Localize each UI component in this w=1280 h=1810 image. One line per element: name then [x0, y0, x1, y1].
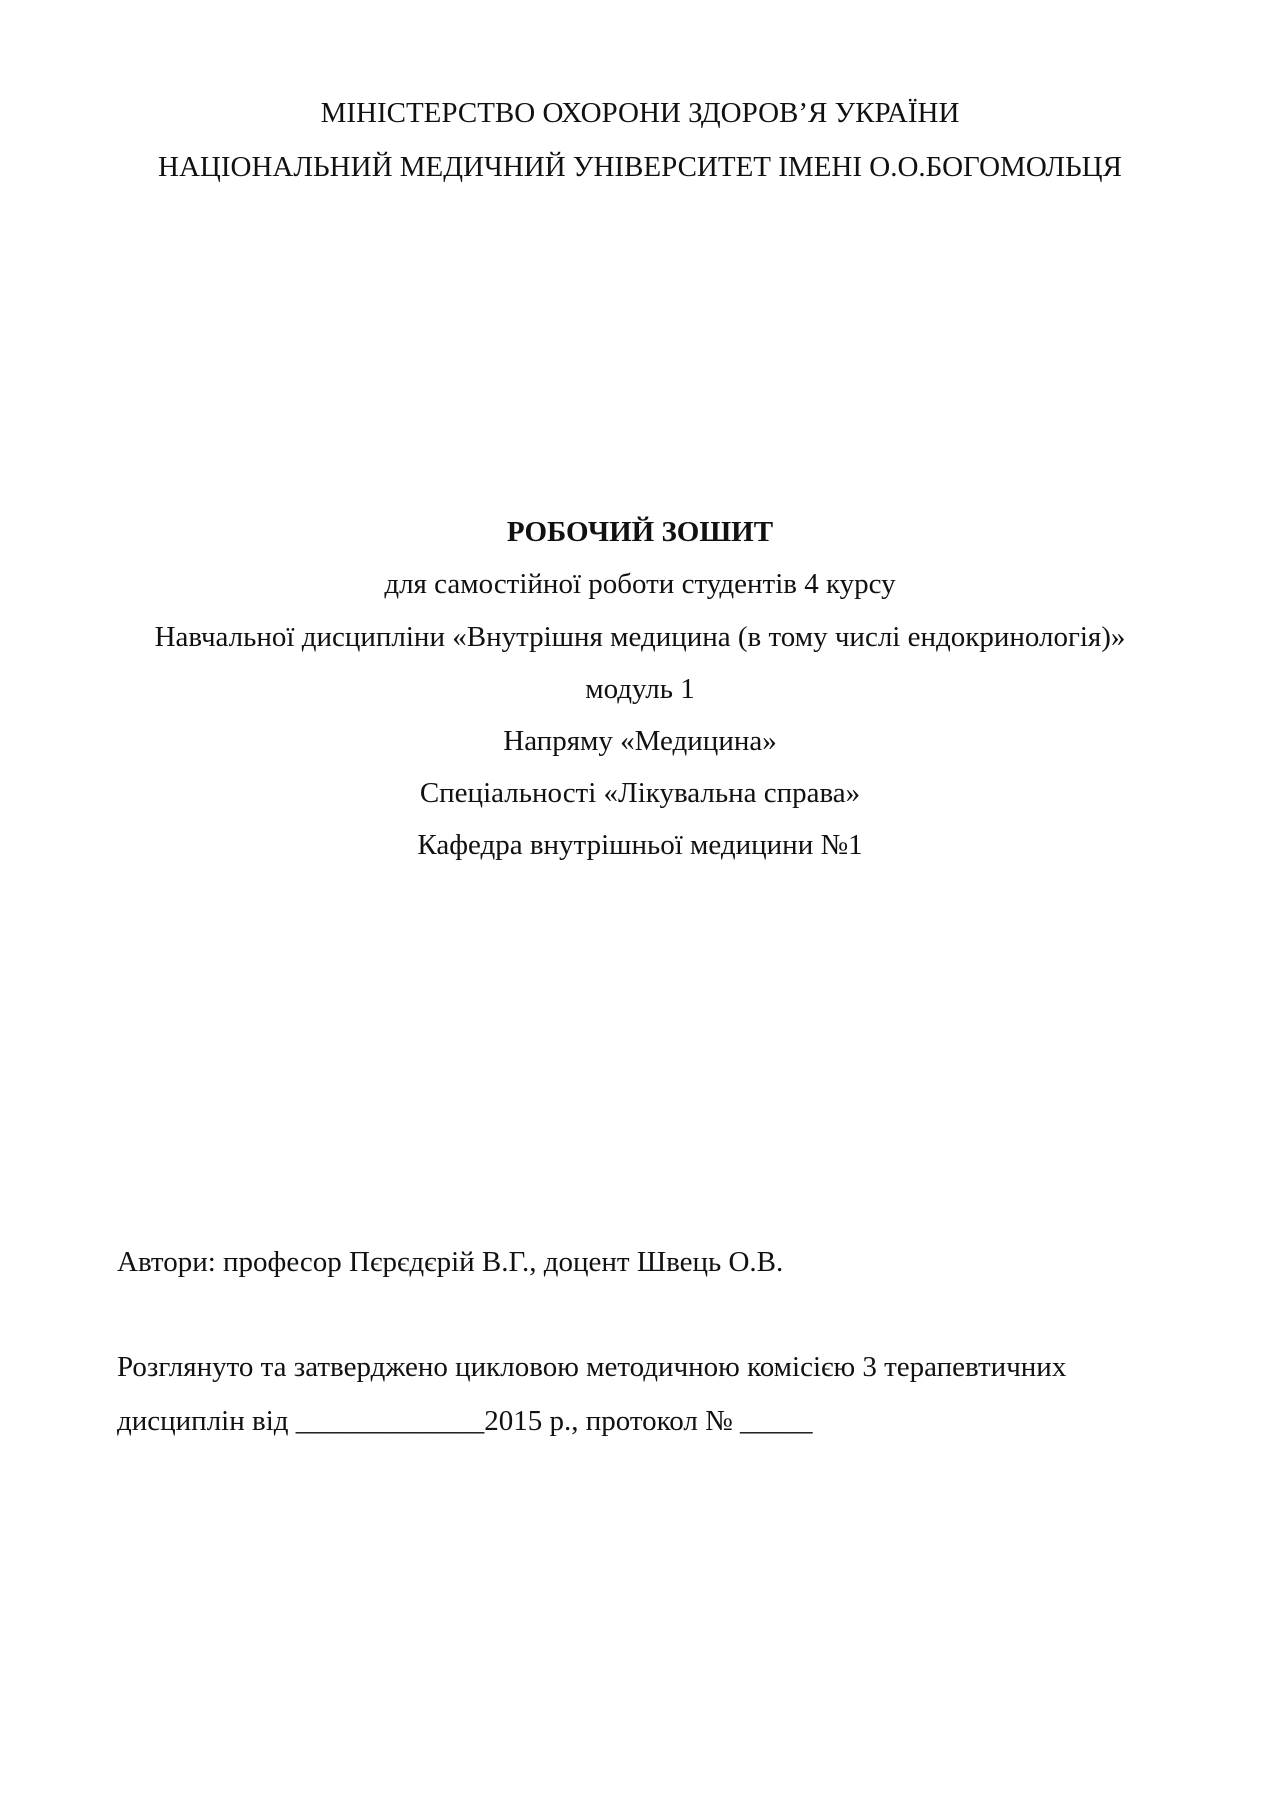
authors-line: Автори: професор Пєрєдєрій В.Г., доцент Швець О.В. [117, 1246, 784, 1278]
ministry-heading: МІНІСТЕРСТВО ОХОРОНИ ЗДОРОВ’Я УКРАЇНИ [320, 97, 960, 129]
approval-line-1: Розглянуто та затверджено цикловою методичною комісією 3 терапевтичних [117, 1351, 1067, 1383]
discipline-line: Навчальної дисципліни «Внутрішня медицина (в тому числі ендокринологія)» [154, 621, 1126, 653]
department-line: Кафедра внутрішньої медицини №1 [417, 829, 863, 861]
approval-line-2: дисциплін від _____________2015 р., протокол № _____ [117, 1405, 813, 1437]
document-title: РОБОЧИЙ ЗОШИТ [506, 516, 774, 548]
speciality-line: Спеціальності «Лікувальна справа» [419, 777, 861, 809]
module-line: модуль 1 [585, 673, 695, 705]
university-heading: НАЦІОНАЛЬНИЙ МЕДИЧНИЙ УНІВЕРСИТЕТ ІМЕНІ О.О.БОГОМОЛЬЦЯ [158, 151, 1122, 183]
direction-line: Напряму «Медицина» [503, 725, 777, 757]
document-subtitle: для самостійної роботи студентів 4 курсу [384, 568, 896, 600]
